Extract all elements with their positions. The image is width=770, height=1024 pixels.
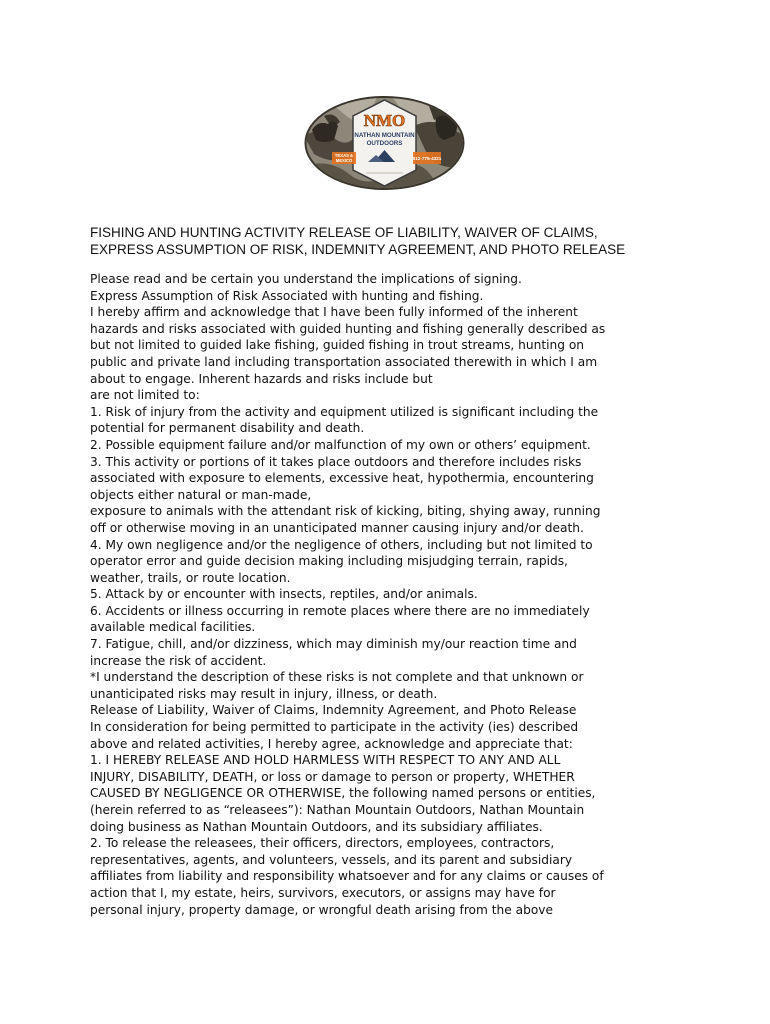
body-text-line: INJURY, DISABILITY, DEATH, or loss or damage to person or property, WHETHER: [90, 769, 575, 784]
body-text-line: increase the risk of accident.: [90, 653, 267, 668]
body-text-line: weather, trails, or route location.: [90, 570, 291, 585]
body-text-line: above and related activities, I hereby agree, acknowledge and appreciate that:: [90, 736, 573, 751]
body-text-line: off or otherwise moving in an unanticipated manner causing injury and/or death.: [90, 520, 584, 535]
body-text-line: operator error and guide decision making including misjudging terrain, rapids,: [90, 554, 568, 569]
body-text-line: 4. My own negligence and/or the negligence of others, including but not limited to: [90, 537, 593, 552]
body-text-line: public and private land including transportation associated therewith in which I am: [90, 354, 598, 369]
logo-right-text: 512-775-4321: [412, 156, 442, 161]
body-text-line: 2. To release the releasees, their officers, directors, employees, contractors,: [90, 836, 555, 851]
body-text-line: 5. Attack by or encounter with insects, reptiles, and/or animals.: [90, 587, 478, 602]
body-text-line: representatives, agents, and volunteers, vessels, and its parent and subsidiary: [90, 852, 573, 867]
body-text-line: 1. Risk of injury from the activity and equipment utilized is significant including the: [90, 404, 599, 419]
body-text-line: *I understand the description of these risks is not complete and that unknown or: [90, 670, 584, 685]
body-text-line: 2. Possible equipment failure and/or malfunction of my own or others’ equipment.: [90, 437, 591, 452]
body-text-line: but not limited to guided lake fishing, guided fishing in trout streams, hunting on: [90, 338, 585, 353]
body-text-line: Please read and be certain you understand the implications of signing.: [90, 272, 522, 286]
logo-name-line1: NATHAN MOUNTAIN: [354, 132, 415, 139]
title-line: FISHING AND HUNTING ACTIVITY RELEASE OF LIABILITY, WAIVER OF CLAIMS,: [90, 225, 598, 240]
body-text-line: In consideration for being permitted to participate in the activity (ies) described: [90, 720, 579, 735]
body-text-line: doing business as Nathan Mountain Outdoors, and its subsidiary affiliates.: [90, 819, 543, 834]
body-text-line: Express Assumption of Risk Associated with hunting and fishing.: [90, 288, 484, 303]
logo-graphic: [304, 96, 465, 190]
body-text-line: action that I, my estate, heirs, survivors, executors, or assigns may have for: [90, 885, 556, 900]
body-text-line: affiliates from liability and responsibility whatsoever and for any claims or causes of: [90, 869, 604, 884]
document-body: [90, 271, 750, 918]
body-text-line: about to engage. Inherent hazards and risks include but: [90, 371, 433, 386]
company-logo: [304, 96, 465, 190]
document-title: [90, 224, 750, 258]
logo-name-line2: OUTDOORS: [366, 140, 403, 147]
body-text-line: unanticipated risks may result in injury, illness, or death.: [90, 686, 438, 701]
body-text-line: (herein referred to as “releasees”): Nathan Mountain Outdoors, Nathan Mountain: [90, 803, 585, 817]
title-line: EXPRESS ASSUMPTION OF RISK, INDEMNITY AGREEMENT, AND PHOTO RELEASE: [90, 242, 626, 257]
logo-left-text1: TEXAS &: [334, 153, 354, 158]
body-text-line: Release of Liability, Waiver of Claims, Indemnity Agreement, and Photo Release: [90, 703, 577, 718]
body-text-line: exposure to animals with the attendant risk of kicking, biting, shying away, running: [90, 504, 601, 519]
logo-left-text2: MEXICO: [335, 158, 353, 163]
body-text-line: hazards and risks associated with guided hunting and fishing generally described as: [90, 321, 606, 336]
body-text-line: I hereby affirm and acknowledge that I have been fully informed of the inherent: [90, 305, 578, 320]
body-text-line: 1. I HEREBY RELEASE AND HOLD HARMLESS WITH RESPECT TO ANY AND ALL: [90, 753, 561, 768]
body-text-line: personal injury, property damage, or wrongful death arising from the above: [90, 902, 554, 917]
body-text-line: CAUSED BY NEGLIGENCE OR OTHERWISE, the following named persons or entities,: [90, 786, 596, 801]
body-text-line: associated with exposure to elements, excessive heat, hypothermia, encountering: [90, 471, 594, 486]
body-text-line: objects either natural or man-made,: [90, 487, 312, 502]
body-text-line: available medical facilities.: [90, 620, 256, 635]
body-text-line: are not limited to:: [90, 388, 200, 403]
body-text-line: 7. Fatigue, chill, and/or dizziness, which may diminish my/our reaction time and: [90, 637, 577, 652]
body-text-line: 3. This activity or portions of it takes place outdoors and therefore includes risks: [90, 454, 582, 469]
logo-brand-text: NMO: [363, 111, 406, 130]
body-text-line: 6. Accidents or illness occurring in remote places where there are no immediately: [90, 603, 590, 618]
body-text-line: potential for permanent disability and death.: [90, 421, 365, 436]
